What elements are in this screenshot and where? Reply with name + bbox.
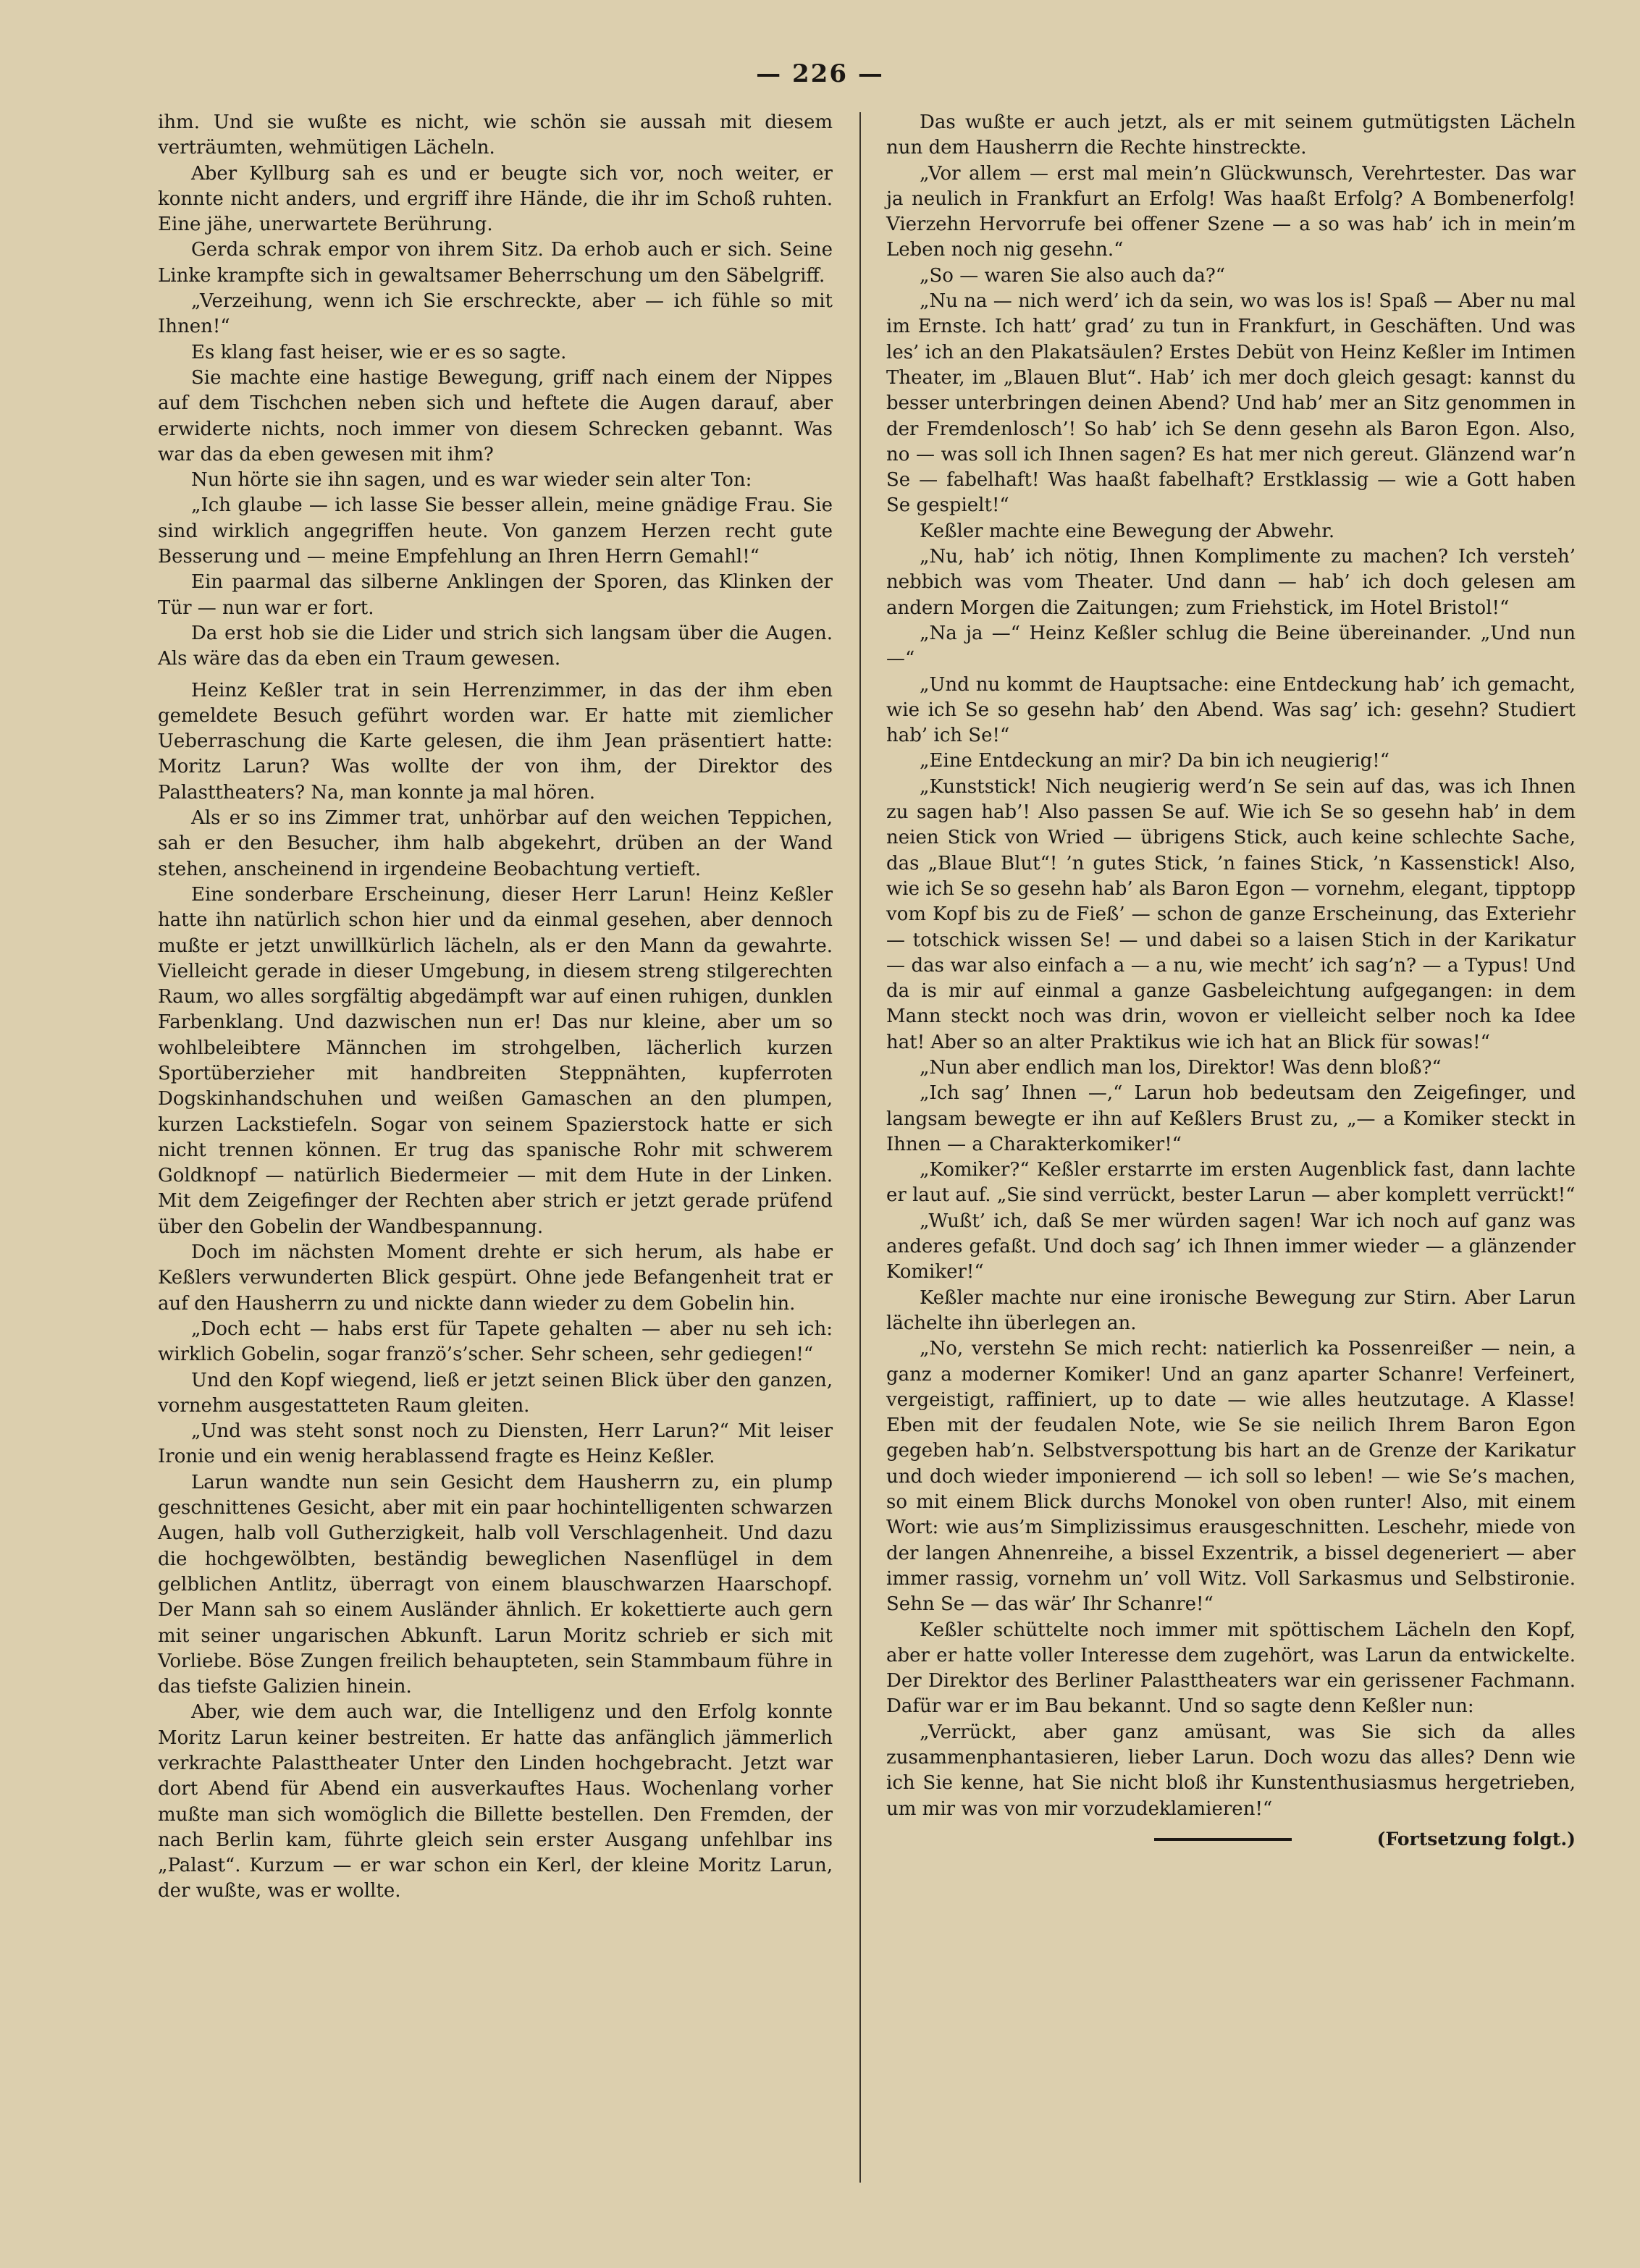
paragraph: Nun hörte sie ihn sagen, und es war wieder sein alter Ton: (191, 469, 752, 492)
paragraph: Heinz Keßler trat in sein Herrenzimmer, in das der ihm eben gemeldete Besuch geführt worden war. Er hatte mit ziemlicher Ueberraschung die Karte gelesen, die ihm Jean präsentiert hatte: Moritz Larun? Was wollte der von ihm, der Direktor des Palasttheaters? Na, man konnte ja mal hören. (158, 679, 833, 804)
paragraph: „Kunststick! Nich neugierig werd’n Se sein auf das, was ich Ihnen zu sagen hab’! Also passen Se auf. Wie ich Se so gesehn hab’ in dem neien Stick von Wried — übrigens Stick, auch keine schlechte Sache, das „Blaue Blut“! ’n gutes Stick, ’n faines Stick, ’n Kassenstick! Also, wie ich Se so gesehn hab’ als Baron Egon — vornehm, elegant, tipptopp vom Kopf bis zu de Fieß’ — schon de ganze Erscheinung, das Exteriehr — totschick wissen Se! — und dabei so a laisen Stich in der Karikatur — das war also einfach a — a nu, wie mecht’ ich sag’n? — a Typus! Und da is mir auf einmal a ganze Gasbeleichtung aufgegangen: in dem Mann steckt noch was drin, wovon er vielleicht selber noch ka Idee hat! Aber so an alter Praktikus wie ich hat an Blick für sowas!“ (886, 775, 1576, 1053)
paragraph: „Ich glaube — ich lasse Sie besser allein, meine gnädige Frau. Sie sind wirklich angegriffen heute. Von ganzem Herzen recht gute Besserung und — meine Empfehlung an Ihren Herrn Gemahl!“ (158, 494, 833, 568)
paragraph: „Nun aber endlich man los, Direktor! Was denn bloß?“ (920, 1056, 1442, 1079)
paragraph: „Und was steht sonst noch zu Diensten, Herr Larun?“ Mit leiser Ironie und ein wenig herablassend fragte es Heinz Keßler. (158, 1420, 833, 1468)
paragraph: „So — waren Sie also auch da?“ (920, 264, 1226, 287)
paragraph: Das wußte er auch jetzt, als er mit seinem gutmütigsten Lächeln nun dem Hausherrn die Rechte hinstreckte. (886, 111, 1576, 159)
paragraph: Und den Kopf wiegend, ließ er jetzt seinen Blick über den ganzen, vornehm ausgestatteten Raum gleiten. (158, 1369, 833, 1417)
paragraph: „No, verstehn Se mich recht: natierlich ka Possenreißer — nein, a ganz a moderner Komiker! Und an ganz aparter Schanre! Verfeinert, vergeistigt, raffiniert, up to date — wie alles heutzutage. A Klasse! Eben mit der feudalen Note, wie Se sie neilich Ihrem Baron Egon gegeben hab’n. Selbstverspottung bis hart an de Grenze der Karikatur und doch wieder imponierend — ich soll so leben! — wie Se’s machen, so mit einem Blick durchs Monokel von oben runter! Also, mit einem Wort: wie aus’m Simplizissimus erausgeschnitten. Leschehr, miede von der langen Ahnenreihe, a bissel Exzentrik, a bissel degeneriert — aber immer rassig, vornehm un’ voll Witz. Voll Sarkasmus und Selbstironie. Sehn Se — das wär’ Ihr Schanre!“ (886, 1338, 1576, 1616)
paragraph: ihm. Und sie wußte es nicht, wie schön sie aussah mit diesem verträumten, wehmütigen Lächeln. (158, 111, 833, 159)
page-number: — 226 — (756, 59, 884, 88)
paragraph: Keßler schüttelte noch immer mit spöttischem Lächeln den Kopf, aber er hatte voller Interesse dem zugehört, was Larun da entwickelte. Der Direktor des Berliner Palasttheaters war ein gerissener Fachmann. Dafür war er im Bau bekannt. Und so sagte denn Keßler nun: (886, 1619, 1576, 1718)
paragraph: „Nu, hab’ ich nötig, Ihnen Komplimente zu machen? Ich versteh’ nebbich was vom Theater. Und dann — hab’ ich doch gelesen am andern Morgen die Zaitungen; zum Friehstick, im Hotel Bristol!“ (886, 546, 1576, 619)
paragraph: Gerda schrak empor von ihrem Sitz. Da erhob auch er sich. Seine Linke krampfte sich in gewaltsamer Beherrschung um den Säbelgriff. (158, 239, 833, 287)
paragraph: „Komiker?“ Keßler erstarrte im ersten Augenblick fast, dann lachte er laut auf. „Sie sind verrückt, bester Larun — aber komplett verrückt!“ (886, 1159, 1576, 1207)
left-text-column (158, 110, 833, 1905)
paragraph: Als er so ins Zimmer trat, unhörbar auf den weichen Teppichen, sah er den Besucher, ihm halb abgekehrt, drüben an der Wand stehen, anscheinend in irgendeine Beobachtung vertieft. (158, 807, 833, 880)
paragraph: Sie machte eine hastige Bewegung, griff nach einem der Nippes auf dem Tischchen neben sich und heftete die Augen darauf, aber erwiderte nichts, noch immer von diesem Schrecken gebannt. Was war das da eben gewesen mit ihm? (158, 366, 833, 465)
paragraph: „Verzeihung, wenn ich Sie erschreckte, aber — ich fühle so mit Ihnen!“ (158, 290, 833, 338)
end-rule (1154, 1838, 1292, 1841)
paragraph: „Doch echt — habs erst für Tapete gehalten — aber nu seh ich: wirklich Gobelin, sogar franzö’s’scher. Sehr scheen, sehr gediegen!“ (158, 1318, 833, 1366)
paragraph: „Nu na — nich werd’ ich da sein, wo was los is! Spaß — Aber nu mal im Ernste. Ich hatt’ grad’ zu tun in Frankfurt, in Geschäften. Und was les’ ich an den Plakatsäulen? Erstes Debüt von Heinz Keßler im Intimen Theater, im „Blauen Blut“. Hab’ ich mer doch gleich gesagt: kannst du besser unterbringen deinen Abend? Und hab’ mer an Sitz genommen in der Fremdenlosch’! So hab’ ich Se denn gesehn als Baron Egon. Also, no — was soll ich Ihnen sagen? Es hat mer nich gereut. Glänzend war’n Se — fabelhaft! Was haaßt fabelhaft? Erstklassig — wie a Gott haben Se gespielt!“ (886, 290, 1576, 517)
column-divider (859, 112, 861, 2183)
paragraph: „Na ja —“ Heinz Keßler schlug die Beine übereinander. „Und nun —“ (886, 622, 1576, 670)
paragraph: Eine sonderbare Erscheinung, dieser Herr Larun! Heinz Keßler hatte ihn natürlich schon hier und da einmal gesehen, aber dennoch mußte er jetzt unwillkürlich lächeln, als er den Mann da gewahrte. Vielleicht gerade in dieser Umgebung, in diesem streng stilgerechten Raum, wo alles sorgfältig abgedämpft war auf einen ruhigen, dunklen Farbenklang. Und dazwischen nun er! Das nur kleine, aber um so wohlbeleibtere Männchen im strohgelben, lächerlich kurzen Sportüberzieher mit handbreiten Steppnähten, kupferroten Dogskinhandschuhen und weißen Gamaschen an den plumpen, kurzen Lackstiefeln. Sogar von seinem Spazierstock hatte er sich nicht trennen können. Er trug das spanische Rohr mit schwerem Goldknopf — natürlich Biedermeier — mit dem Hute in der Linken. Mit dem Zeigefinger der Rechten aber strich er jetzt gerade prüfend über den Gobelin der Wandbespannung. (158, 883, 833, 1238)
paragraph: Da erst hob sie die Lider und strich sich langsam über die Augen. Als wäre das da eben ein Traum gewesen. (158, 622, 833, 670)
paragraph: Doch im nächsten Moment drehte er sich herum, als habe er Keßlers verwunderten Blick gespürt. Ohne jede Befangenheit trat er auf den Hausherrn zu und nickte dann wieder zu dem Gobelin hin. (158, 1242, 833, 1315)
paragraph: Aber Kyllburg sah es und er beugte sich vor, noch weiter, er konnte nicht anders, und ergriff ihre Hände, die ihr im Schoß ruhten. Eine jähe, unerwartete Berührung. (158, 162, 833, 236)
paragraph: Ein paarmal das silberne Anklingen der Sporen, das Klinken der Tür — nun war er fort. (158, 571, 833, 619)
paragraph: Keßler machte nur eine ironische Bewegung zur Stirn. Aber Larun lächelte ihn überlegen an. (886, 1286, 1576, 1334)
paragraph: Keßler machte eine Bewegung der Abwehr. (920, 520, 1335, 542)
continuation-row (886, 1826, 1576, 1852)
paragraph: „Wußt’ ich, daß Se mer würden sagen! War ich noch auf ganz was anderes gefaßt. Und doch sag’ ich Ihnen immer wieder — a glänzender Komiker!“ (886, 1210, 1576, 1283)
right-text-column (886, 110, 1576, 1852)
paragraph: „Eine Entdeckung an mir? Da bin ich neugierig!“ (920, 750, 1390, 772)
paragraph: „Verrückt, aber ganz amüsant, was Sie sich da alles zusammenphantasieren, lieber Larun. Doch wozu das alles? Denn wie ich Sie kenne, hat Sie nicht bloß ihr Kunstenthusiasmus hergetrieben, um mir was von mir vorzudeklamieren!“ (886, 1721, 1576, 1820)
paragraph: Larun wandte nun sein Gesicht dem Hausherrn zu, ein plump geschnittenes Gesicht, aber mit ein paar hochintelligenten schwarzen Augen, halb voll Gutherzigkeit, halb voll Verschlagenheit. Und dazu die hochgewölbten, beständig beweglichen Nasenflügel in dem gelblichen Antlitz, überragt von einem blauschwarzen Haarschopf. Der Mann sah so einem Ausländer ähnlich. Er kokettierte auch gern mit seiner ungarischen Abkunft. Larun Moritz schrieb er sich mit Vorliebe. Böse Zungen freilich behaupteten, sein Stammbaum führe in das tiefste Galizien hinein. (158, 1471, 833, 1698)
paragraph: „Vor allem — erst mal mein’n Glückwunsch, Verehrtester. Das war ja neulich in Frankfurt an Erfolg! Was haaßt Erfolg? A Bombenerfolg! Vierzehn Hervorrufe bei offener Szene — a so was hab’ ich in mein’m Leben noch nig gesehn.“ (886, 162, 1576, 261)
paragraph: „Ich sag’ Ihnen —,“ Larun hob bedeutsam den Zeigefinger, und langsam bewegte er ihn auf Keßlers Brust zu, „— a Komiker steckt in Ihnen — a Charakterkomiker!“ (886, 1082, 1576, 1155)
paragraph: Aber, wie dem auch war, die Intelligenz und den Erfolg konnte Moritz Larun keiner bestreiten. Er hatte das anfänglich jämmerlich verkrachte Palasttheater Unter den Linden hochgebracht. Jetzt war dort Abend für Abend ein ausverkauftes Haus. Wochenlang vorher mußte man sich womöglich die Billette bestellen. Den Fremden, der nach Berlin kam, führte gleich sein erster Ausgang unfehlbar ins „Palast“. Kurzum — er war schon ein Kerl, der kleine Moritz Larun, der wußte, was er wollte. (158, 1701, 833, 1902)
continuation-note: (Fortsetzung folgt.) (1376, 1828, 1576, 1850)
paragraph: Es klang fast heiser, wie er es so sagte. (191, 341, 567, 363)
paragraph: „Und nu kommt de Hauptsache: eine Entdeckung hab’ ich gemacht, wie ich Se so gesehn hab’ den Abend. Was sag’ ich: gesehn? Studiert hab’ ich Se!“ (886, 673, 1576, 747)
